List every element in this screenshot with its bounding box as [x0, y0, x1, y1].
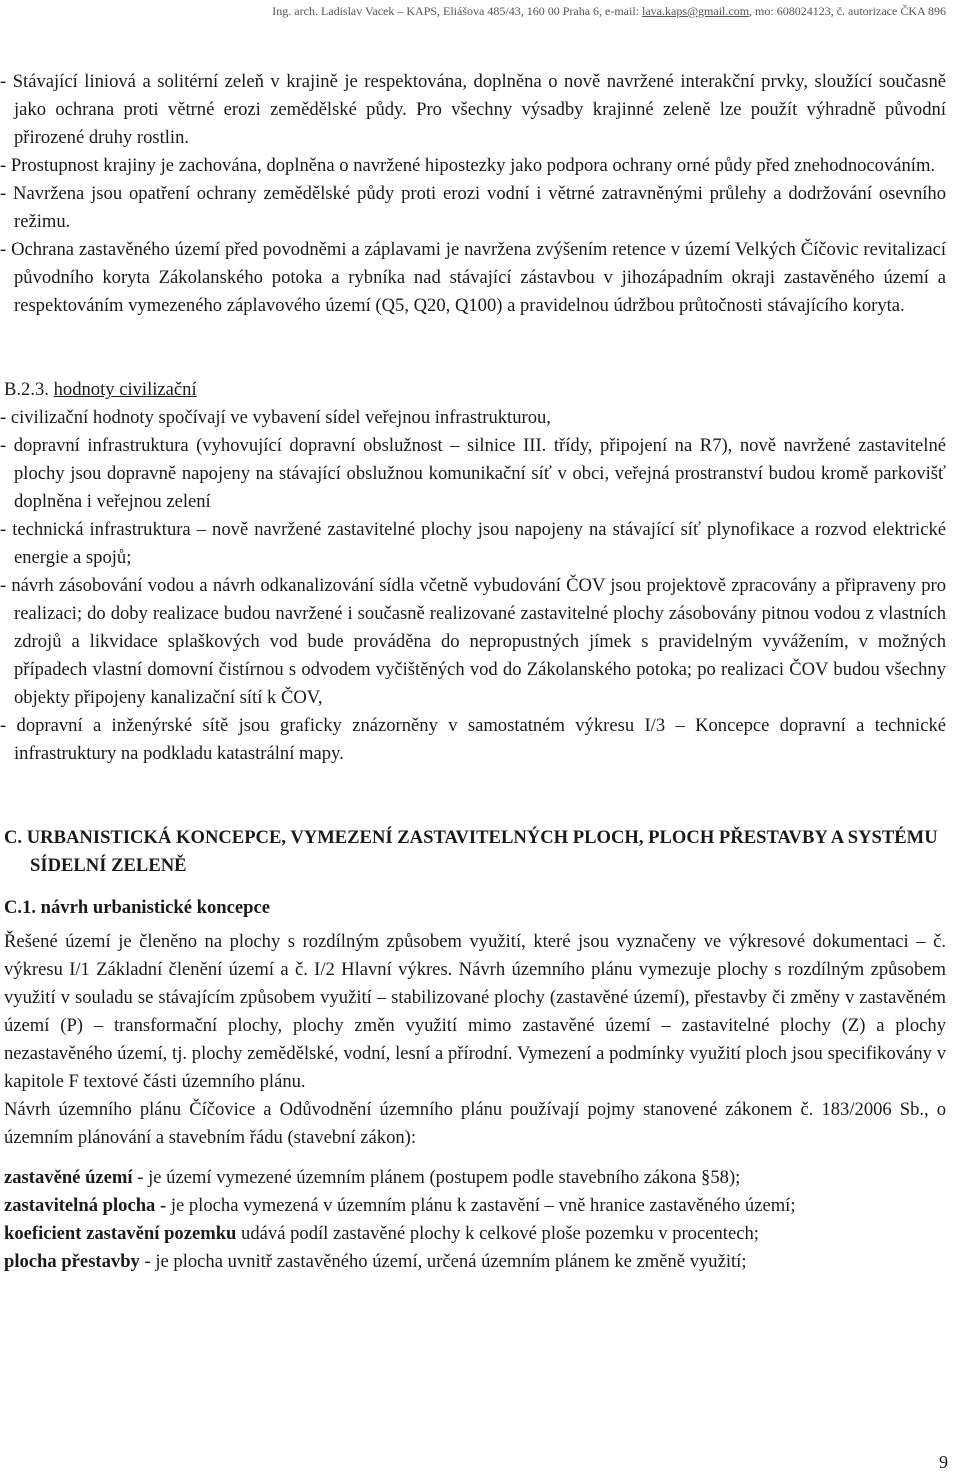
definition-row: [0, 1220, 960, 1248]
header-text: Ing. arch. Ladislav Vacek – KAPS, Eliášova 485/43, 160 00 Praha 6, e-mail:: [272, 4, 642, 18]
section-number: B.2.3.: [4, 379, 49, 400]
b23-item-5: - dopravní a inženýrské sítě jsou graficky znázorněny v samostatném výkresu I/3 – Koncepce dopravní a technické infrastruktury na podkladu katastrální mapy.: [0, 715, 946, 764]
bullet-prostupnost: - Prostupnost krajiny je zachována, doplněna o navržené hipostezky jako podpora ochrany orné půdy před znehodnocováním.: [0, 155, 936, 176]
subsection-heading-c1: C.1. návrh urbanistické koncepce: [4, 897, 271, 918]
page-header: [0, 4, 960, 19]
definition-text: je plocha vymezená v územním plánu k zastavění – vně hranice zastavěného území;: [166, 1195, 796, 1216]
chapter-heading-c: C. URBANISTICKÁ KONCEPCE, VYMEZENÍ ZASTAVITELNÝCH PLOCH, PLOCH PŘESTAVBY A SYSTÉMU SÍDELNÍ ZELENĚ: [4, 827, 938, 876]
definition-row: [0, 1248, 960, 1276]
b23-item-3: - technická infrastruktura – nově navržené zastavitelné plochy jsou napojeny na stávající síť plynofikace a rozvod elektrické energie a spojů;: [0, 519, 946, 568]
bullet-zelen: - Stávající liniová a solitérní zeleň v krajině je respektována, doplněna o nově navržené interakční prvky, sloužící současně jako ochrana proti větrné erozi zemědělské půdy. Pro všechny výsadby krajinné zeleně lze použít výhradně původní přirozené druhy rostlin.: [0, 71, 946, 148]
definition-term: zastavěné území: [4, 1167, 133, 1188]
document-body: [0, 68, 960, 1276]
c1-paragraph-2: Návrh územního plánu Číčovice a Odůvodnění územního plánu používají pojmy stanovené zákonem č. 183/2006 Sb., o územním plánování a stavebním řádu (stavební zákon):: [4, 1099, 946, 1148]
definition-row: [0, 1192, 960, 1220]
definition-term: plocha přestavby: [4, 1251, 140, 1272]
definition-row: [0, 1164, 960, 1192]
definition-text: udává podíl zastavěné plochy k celkové ploše pozemku v procentech;: [236, 1223, 759, 1244]
b23-item-1: - civilizační hodnoty spočívají ve vybavení sídel veřejnou infrastrukturou,: [0, 407, 551, 428]
header-text-tail: , mo: 608024123, č. autorizace ČKA 896: [749, 4, 946, 18]
page-number: 9: [939, 1452, 948, 1472]
b23-item-4: - návrh zásobování vodou a návrh odkanalizování sídla včetně vybudování ČOV jsou projektově zpracovány a připraveny pro realizaci; do doby realizace budou navržené i současně realizované zastavitelné plochy zásobovány pitnou vodou z vlastních zdrojů a likvidace splaškových vod bude prováděna do nepropustných jímek s pravidelným vyvážením, v možných případech vlastní domovní čistírnou s odvodem vyčištěných vod do Zákolanského potoka; po realizaci ČOV budou všechny objekty připojeny kanalizační sítí k ČOV,: [0, 575, 946, 708]
definition-text: - je plocha uvnitř zastavěného území, určená územním plánem ke změně využití;: [139, 1251, 747, 1272]
definition-term: zastavitelná plocha -: [4, 1195, 167, 1216]
c1-paragraph-1: Řešené území je členěno na plochy s rozdílným způsobem využití, které jsou vyznačeny ve výkresové dokumentaci – č. výkresu I/1 Základní členění území a č. I/2 Hlavní výkres. Návrh územního plánu vymezuje plochy s rozdílným způsobem využití v souladu se stávajícím způsobem využití – stabilizované plochy (zastavěné území), přestavby či změny v zastavěném území (P) – transformační plochy, plochy změn využití mimo zastavěné území – zastavitelné plochy (Z) a plochy nezastavěného území, tj. plochy zemědělské, vodní, lesní a přírodní. Vymezení a podmínky využití ploch jsou specifikovány v kapitole F textové části územního plánu.: [4, 931, 946, 1092]
header-email-link[interactable]: lava.kaps@gmail.com: [642, 4, 750, 18]
bullet-eroze: - Navržena jsou opatření ochrany zemědělské půdy proti erozi vodní i větrné zatravněnými průlehy a dodržování osevního režimu.: [0, 183, 946, 232]
definition-term: koeficient zastavění pozemku: [4, 1223, 237, 1244]
section-title: hodnoty civilizační: [53, 379, 197, 400]
definition-text: - je území vymezené územním plánem (postupem podle stavebního zákona §58);: [132, 1167, 741, 1188]
bullet-povodne: - Ochrana zastavěného území před povodněmi a záplavami je navržena zvýšením retence v území Velkých Číčovic revitalizací původního koryta Zákolanského potoka a rybníka nad stávající zástavbou v jihozápadním okraji zastavěného území a respektováním vymezeného záplavového území (Q5, Q20, Q100) a pravidelnou údržbou průtočnosti stávajícího koryta.: [0, 239, 946, 316]
b23-item-2: - dopravní infrastruktura (vyhovující dopravní obslužnost – silnice III. třídy, připojení na R7), nově navržené zastavitelné plochy jsou dopravně napojeny na stávající obslužnou komunikační síť v obci, veřejná prostranství budou kromě parkovišť doplněna i veřejnou zelení: [0, 435, 946, 512]
section-heading-b23: [0, 376, 960, 404]
